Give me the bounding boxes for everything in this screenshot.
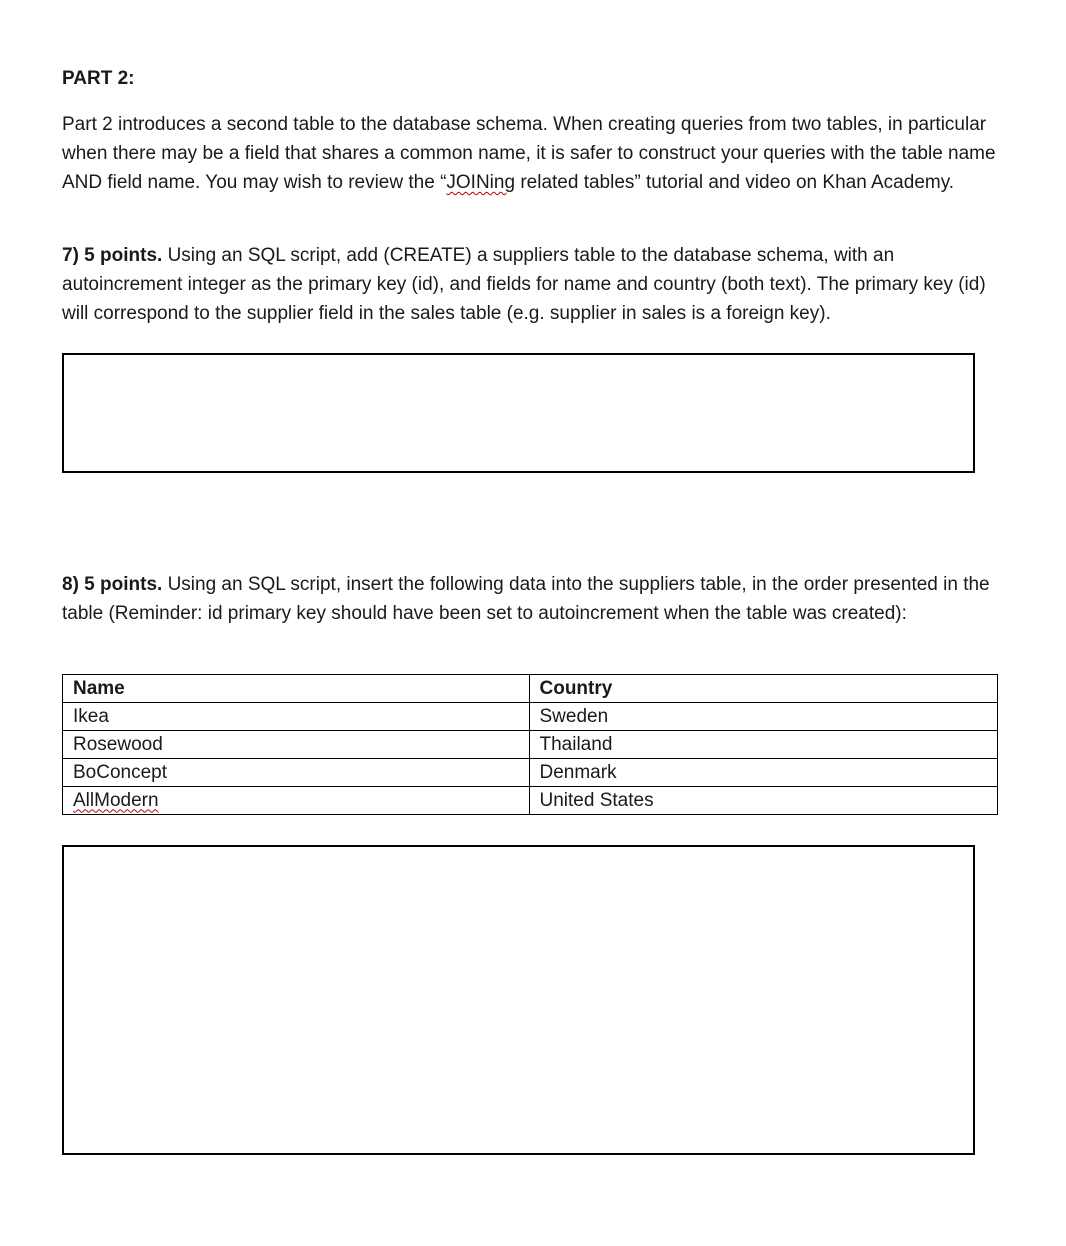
question-8 (62, 570, 1002, 628)
column-header-country: Country (529, 675, 998, 703)
supplier-name-cell: BoConcept (63, 759, 530, 787)
supplier-country-cell: United States (529, 787, 998, 815)
intro-text-after: related tables” tutorial and video on Khan Academy. (515, 172, 955, 193)
table-row (63, 703, 998, 731)
question-8-label: 8) 5 points. (62, 574, 163, 595)
spellcheck-flagged-word: JOINing (446, 172, 516, 193)
answer-box-question-8[interactable] (62, 845, 975, 1155)
spellcheck-flagged-word: AllModern (73, 789, 159, 811)
section-heading: PART 2: (62, 68, 135, 89)
supplier-country-cell: Thailand (529, 731, 998, 759)
suppliers-data-table (62, 674, 998, 815)
question-7-label: 7) 5 points. (62, 245, 163, 266)
answer-box-question-7[interactable] (62, 353, 975, 473)
table-row (63, 787, 998, 815)
supplier-country-cell: Sweden (529, 703, 998, 731)
question-8-text: Using an SQL script, insert the following data into the suppliers table, in the order presented in the table (Reminder: id primary key should have been set to autoincrement when the table was created): (62, 574, 990, 624)
supplier-country-cell: Denmark (529, 759, 998, 787)
intro-text-before: Part 2 introduces a second table to the database schema. When creating queries from two tables, in particular when there may be a field that shares a common name, it is safer to construct your queries with the table name AND field name. You may wish to review the “ (62, 114, 996, 193)
column-header-name: Name (63, 675, 530, 703)
supplier-name-cell (63, 787, 530, 815)
supplier-name-cell: Rosewood (63, 731, 530, 759)
question-7 (62, 241, 997, 328)
intro-paragraph (62, 110, 1002, 197)
table-header-row (63, 675, 998, 703)
table-row (63, 731, 998, 759)
table-row (63, 759, 998, 787)
supplier-name-cell: Ikea (63, 703, 530, 731)
question-7-text: Using an SQL script, add (CREATE) a suppliers table to the database schema, with an autoincrement integer as the primary key (id), and fields for name and country (both text). The primary key (id) will correspond to the supplier field in the sales table (e.g. supplier in sales is a foreign key). (62, 245, 986, 324)
